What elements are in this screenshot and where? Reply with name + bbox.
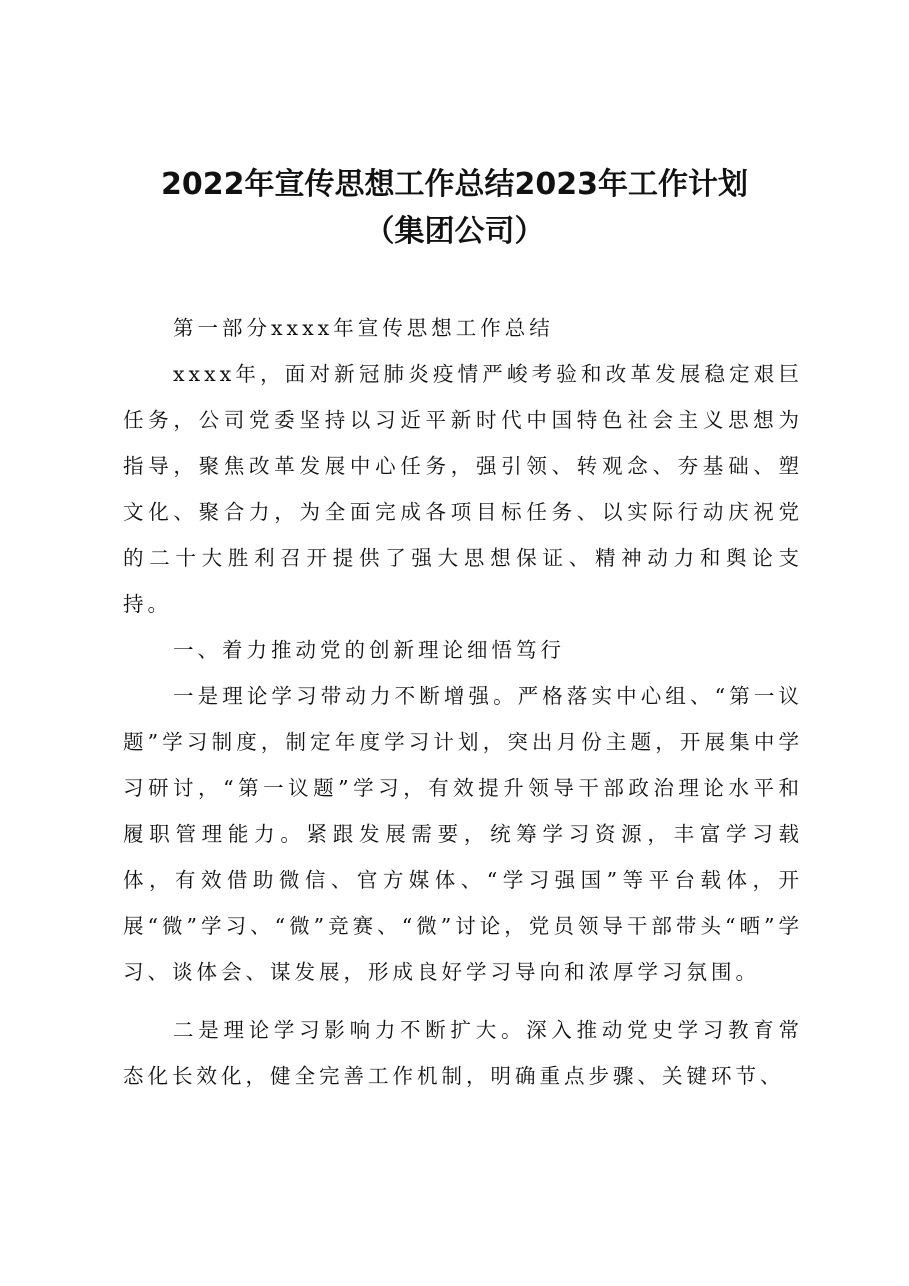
section-heading-one: 一、着力推动党的创新理论细悟笃行 (173, 638, 565, 662)
paragraph-point-one: 一是理论学习带动力不断增强。严格落实中心组、“第一议题”学习制度，制定年度学习计划，突出月份主题，开展集中学习研讨，“第一议题”学习，有效提升领导干部政治理论水平和履职管理能力。紧跟发展需要，统筹学习资源，丰富学习载体，有效借助微信、官方媒体、“学习强国”等平台载体，开展“微”学习、“微”竞赛、“微”讨论，党员领导干部带头“晒”学习、谈体会、谋发展，形成良好学习导向和浓厚学习氛围。 (123, 684, 803, 984)
document-subtitle: （集团公司） (364, 214, 545, 249)
section-heading-part-one: 第一部分xxxx年宣传思想工作总结 (173, 316, 554, 340)
document-title: 2022年宣传思想工作总结2023年工作计划 (161, 167, 748, 202)
paragraph-intro: xxxx年，面对新冠肺炎疫情严峻考验和改革发展稳定艰巨任务，公司党委坚持以习近平新时代中国特色社会主义思想为指导，聚焦改革发展中心任务，强引领、转观念、夯基础、塑文化、聚合力，为全面完成各项目标任务、以实际行动庆祝党的二十大胜利召开提供了强大思想保证、精神动力和舆论支持。 (123, 362, 803, 616)
document-body (123, 305, 803, 1099)
paragraph-point-two: 二是理论学习影响力不断扩大。深入推动党史学习教育常态化长效化，健全完善工作机制，明确重点步骤、关键环节、 (123, 1018, 803, 1088)
